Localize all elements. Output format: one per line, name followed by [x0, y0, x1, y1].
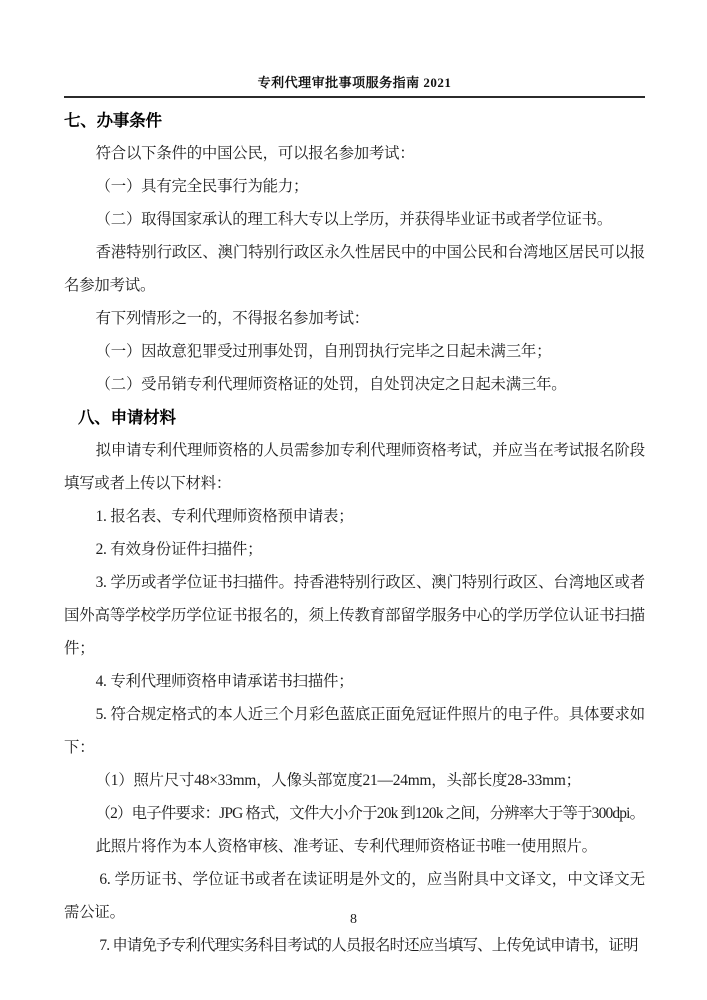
section-heading-application-materials: 八、申请材料	[78, 408, 176, 427]
paragraph: （一）因故意犯罪受过刑事处罚，自刑罚执行完毕之日起未满三年；	[95, 343, 552, 360]
document-header	[64, 72, 645, 98]
paragraph: （一）具有完全民事行为能力；	[95, 178, 309, 195]
list-item: 4. 专利代理师资格申请承诺书扫描件；	[95, 673, 354, 690]
list-item: 2. 有效身份证件扫描件；	[95, 541, 263, 558]
paragraph: 此照片将作为本人资格审核、准考证、专利代理师资格证书唯一使用照片。	[95, 838, 597, 855]
paragraph: 拟申请专利代理师资格的人员需参加专利代理师资格考试，并应当在考试报名阶段填写或者上传以下材料：	[64, 442, 645, 492]
paragraph: 符合以下条件的中国公民，可以报名参加考试：	[95, 145, 415, 162]
page-footer	[0, 912, 707, 928]
document-title: 专利代理审批事项服务指南 2021	[257, 75, 452, 90]
paragraph: （二）受吊销专利代理师资格证的处罚，自处罚决定之日起未满三年。	[95, 376, 567, 393]
document-body	[64, 104, 645, 962]
paragraph: 香港特别行政区、澳门特别行政区永久性居民中的中国公民和台湾地区居民可以报名参加考试。	[64, 244, 645, 294]
list-item: 7. 申请免予专利代理实务科目考试的人员报名时还应当填写、上传免试申请书，证明	[99, 937, 638, 954]
list-sub-item: （2）电子件要求：JPG 格式，文件大小介于20k 到120k 之间，分辨率大于等于300dpi。	[95, 805, 645, 822]
list-sub-item: （1）照片尺寸48×33mm，人像头部宽度21—24mm，头部长度28-33mm；	[95, 772, 581, 789]
paragraph: 有下列情形之一的，不得报名参加考试：	[95, 310, 369, 327]
paragraph: （二）取得国家承认的理工科大专以上学历，并获得毕业证书或者学位证书。	[95, 211, 613, 228]
page-number: 8	[350, 912, 357, 927]
list-item: 6. 学历证书、学位证书或者在读证明是外文的，应当附具中文译文，中文译文无需公证。	[64, 871, 645, 921]
list-item: 3. 学历或者学位证书扫描件。持香港特别行政区、澳门特别行政区、台湾地区或者国外高等学校学历学位证书报名的，须上传教育部留学服务中心的学历学位认证书扫描件；	[64, 574, 645, 657]
section-heading-conditions: 七、办事条件	[64, 111, 162, 130]
list-item: 1. 报名表、专利代理师资格预申请表；	[95, 508, 354, 525]
list-item: 5. 符合规定格式的本人近三个月彩色蓝底正面免冠证件照片的电子件。具体要求如下：	[64, 706, 645, 756]
header-divider	[64, 96, 645, 98]
